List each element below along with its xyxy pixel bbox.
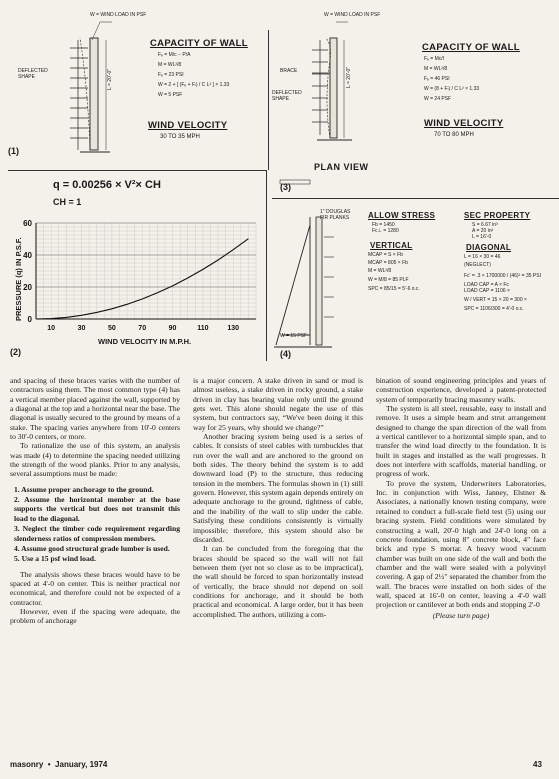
fig1-number: (1) [8, 146, 19, 156]
fig3-formula: M = WL²/8 [424, 66, 448, 72]
fig1-formula-block [158, 52, 229, 98]
fig2-equation: q = 0.00256 × V²× CH [53, 179, 161, 191]
pressure-chart [8, 171, 266, 361]
fig3-wind-value: 70 TO 80 MPH [434, 132, 474, 138]
fig4-diag-line: (NEGLECT) [464, 262, 491, 268]
paragraph: To rationalize the use of this system, an analysis was made (4) to determine the spacing needed utilizing the strength of the wood planks. Prior to any analysis, several assumptions must be made: [10, 441, 180, 479]
fig4-allow-title: ALLOW STRESS [368, 211, 436, 220]
fig4-number: (4) [280, 349, 291, 359]
fig3-formula: Fₑ = 46 PSI [424, 76, 450, 82]
y-tick-label: 40 [23, 251, 32, 260]
fig3-height-label: L = 20'-0" [346, 66, 352, 88]
wall-section [330, 38, 337, 138]
fig4-diag-line: LOAD CAP = 1106 × [464, 288, 510, 294]
x-tick-label: 30 [77, 325, 86, 332]
fig4-diag-line: Fc' = .3 × 1700000 / (46)² = 35 PSI [464, 273, 541, 279]
paragraph: is a major concern. A stake driven in sand or mud is almost useless, a stake driven in rocky ground, a stake driven in clay has bearing value only until the ground gets wet. This alone should negate the use of this system, but contractors say, “We've been doing it this way for 25 years, why should we change?” [193, 376, 363, 432]
wind-load-arrows [70, 40, 88, 150]
figure-3 [272, 0, 559, 195]
text-column-2 [193, 376, 363, 619]
fig4-sec-line: L = 16'-0 [472, 234, 492, 240]
paragraph: and spacing of these braces varies with the number of contractors using them. The most common type (4) has a vertical member placed against the wall, supported by a diagonal at the top and a horizontal near the base. The diagonal is usually secured to the ground by means of a stake. The spacing varies anywhere from 10'-0 centers to 30'-0 centers, or more. [10, 376, 180, 442]
wind-load-arrows [312, 40, 328, 135]
fig4-sec-line: S = 6.67 in³ [472, 222, 498, 228]
diagonal-plank [276, 225, 310, 345]
paragraph: Another bracing system being used is a series of cables. It consists of steel cables with turnbuckles that run over the wall and are anchored to the ground on both sides. The theory behind the system is to add downward load (P) to the structure, thus reducing tension in the members. The formulas shown in (1) still govern. However, this system again depends entirely on adequate anchorage to the ground, tightness of cable, and the inability of the wall to slip under the cable. Satisfying these conditions consistently is virtually impossible; therefore, this system should also be discarded. [193, 432, 363, 544]
list-item: 4. Assume good structural grade lumber is used. [14, 543, 170, 553]
fig4-w-label: W = 15 PSF [280, 333, 308, 339]
continued-note: (Please turn page) [432, 610, 490, 620]
fig3-load-label: W = WIND LOAD IN PSF [324, 12, 381, 18]
fig1-formula: M = WL²/8 [158, 62, 182, 68]
fig1-capacity-title: CAPACITY OF WALL [150, 38, 248, 49]
fig4-vertical-line: MCAP = S × Fb [368, 252, 403, 258]
fig3-number: (3) [280, 182, 291, 192]
y-tick-label: 60 [23, 219, 32, 228]
fig4-diag-line: W / VERT = 15 × 20 = 300 × [464, 297, 527, 303]
paragraph: bination of sound engineering principles and years of construction experience, developed a patent-protected system of temporarily bracing masonry walls. [376, 376, 546, 404]
fig1-formula: Fₑ = M/c − P/A [158, 52, 191, 58]
list-item: 3. Neglect the timber code requirement regarding slenderness ratios of compression members. [14, 524, 180, 543]
fig4-allow-block [372, 222, 399, 234]
fig3-formula-block [424, 56, 479, 102]
x-tick-label: 10 [47, 325, 56, 332]
fig2-ch: CH = 1 [53, 197, 82, 207]
text-column-1 [10, 376, 180, 626]
fig4-diag-line: L = 16 × 30 = 46 [464, 254, 501, 260]
fig4-sec-title: SEC PROPERTY [464, 211, 531, 220]
list-item: 2. Assume the horizontal member at the base supports the vertical but does not transmit this load to the diagonal. [14, 495, 180, 523]
fig4-vertical-line: SPC = 85/15 = 5'-6 o.c. [368, 286, 420, 292]
deflected-shape-line [80, 38, 90, 150]
list-item: 5. Use a 15 psf wind load. [14, 554, 96, 564]
fig4-diag-title: DIAGONAL [466, 243, 512, 252]
fig4-diag-line: SPC = 1106/300 = 4'-0 o.c. [464, 306, 524, 312]
paragraph: However, even if the spacing were adequate, the problem of anchorage [10, 606, 180, 626]
y-tick-label: 20 [23, 283, 32, 292]
fig1-formula: W = 2 + [ (Fₑ + Fₗ) / C L² ] × 1.33 [158, 82, 230, 88]
assumptions-list [10, 485, 180, 564]
fig4-sec-block [472, 222, 498, 240]
x-tick-label: 130 [227, 325, 240, 332]
x-tick-label: 90 [168, 325, 177, 332]
paragraph: The system is all steel, reusable, easy to install and remove. It uses a simple beam and strut arrangement designed to change the span direction of the wall from a vertical cantilever to a horizontal simple span, and to transfer the wind load directly to the foundation. It is built in stages and installed as the wall progresses. It does not interfere with scaffolds, material handling, or progress of work. [376, 404, 546, 479]
fig4-vertical-line: W = M/8 = 85 PLF [368, 277, 409, 283]
fig1-wind-title: WIND VELOCITY [148, 120, 228, 131]
fig3-capacity-title: CAPACITY OF WALL [422, 42, 520, 53]
y-tick-label: 0 [27, 315, 32, 324]
fig2-xlabel: WIND VELOCITY IN M.P.H. [98, 337, 192, 346]
fig4-allow-line: Fc⊥ = 1280 [372, 228, 399, 234]
fig1-load-label: W = WIND LOAD IN PSF [90, 12, 147, 18]
fig3-plan-view: PLAN VIEW [314, 162, 369, 172]
fig4-vertical-block [368, 252, 448, 292]
fig4-sec-line: A = 20 in² [472, 228, 494, 234]
fig4-douglas-label: 1" DOUGLAS FIR PLANKS [320, 209, 351, 221]
fig3-deflected-label: DEFLECTED SHAPE [272, 90, 302, 102]
figure-divider [268, 30, 269, 170]
fig1-height-label: L = 20'-0" [107, 68, 113, 90]
page-number: 43 [533, 760, 542, 769]
fig3-formula: W = 24 PSF [424, 96, 452, 102]
fig4-diag-block [464, 254, 554, 312]
fig2-ylabel: PRESSURE (q) IN P.S.F. [14, 237, 23, 321]
fig3-formula: W = (8 + Fₗ) / C L² × 1.33 [424, 86, 480, 92]
fig1-formula: Fₑ = 23 PSI [158, 72, 184, 78]
figure-1 [0, 0, 265, 170]
fig2-number: (2) [10, 347, 21, 357]
x-tick-label: 50 [107, 325, 116, 332]
figure-4 [272, 198, 559, 364]
fig3-formula: Fₑ = Mc/I [424, 56, 445, 62]
wall-section [316, 217, 322, 345]
fig4-vertical-line: M = WL²/8 [368, 268, 392, 274]
footer-publication: masonry • January, 1974 [10, 760, 108, 769]
fig4-diag-line: LOAD CAP = A × Fc [464, 282, 509, 288]
paragraph: To prove the system, Underwriters Laboratories, Inc. in conjunction with Wiss, Janney, Elstner & Associates, a nationally known testing company, were retained to conduct a full-scale field test (5) using our bracing system. Field conditions were simulated by constructing a wall, 20'-0 high and 24'-0 long on a concrete foundation, using 8" concrete block, 4" face brick and type S mortar. A heavy wood vacuum chamber was built on one side of the wall and both the chamber and the wall were sealed with a polyvinyl covering. A gap of 2½" separated the chamber from the wall. The braces were installed on both sides of the wall, spaced at 16'-0 on center, leaving a 4'-0 wall projection or cantilever at both ends and stopping 2'-0 [376, 478, 546, 610]
text-column-3 [376, 376, 546, 620]
paragraph: The analysis shows these braces would have to be spaced at 4'-0 on center. This is neither practical nor economical, and therefore could not be expected of a contractor. [10, 569, 180, 607]
fig4-allow-line: Fb = 1450 [372, 222, 395, 228]
paragraph: It can be concluded from the foregoing that the braces should be spaced so the wall will not fail between them (yet not so close as to be impractical), the wall should be forced to span horizontally instead of vertically, the brace should not depend on soil conditions for anchorage, and it should be both practical and economical. A large order, but it has been accomplished. The authors, utilizing a com- [193, 544, 363, 619]
fig4-vertical-line: MCAP = 805 × Fb [368, 260, 408, 266]
fig4-vertical-title: VERTICAL [370, 241, 413, 250]
fig1-formula: W = 5 PSF [158, 92, 183, 98]
x-tick-label: 110 [197, 325, 209, 332]
fig1-deflected-label: DEFLECTED SHAPE [18, 68, 48, 80]
fig3-wind-title: WIND VELOCITY [424, 118, 504, 129]
wall-section [90, 38, 98, 150]
figure-2 [8, 170, 267, 361]
fig3-brace-label: BRACE [280, 68, 298, 74]
x-tick-label: 70 [138, 325, 147, 332]
fig1-wind-value: 30 TO 35 MPH [160, 134, 200, 140]
list-item: 1. Assume proper anchorage to the ground. [14, 484, 154, 494]
